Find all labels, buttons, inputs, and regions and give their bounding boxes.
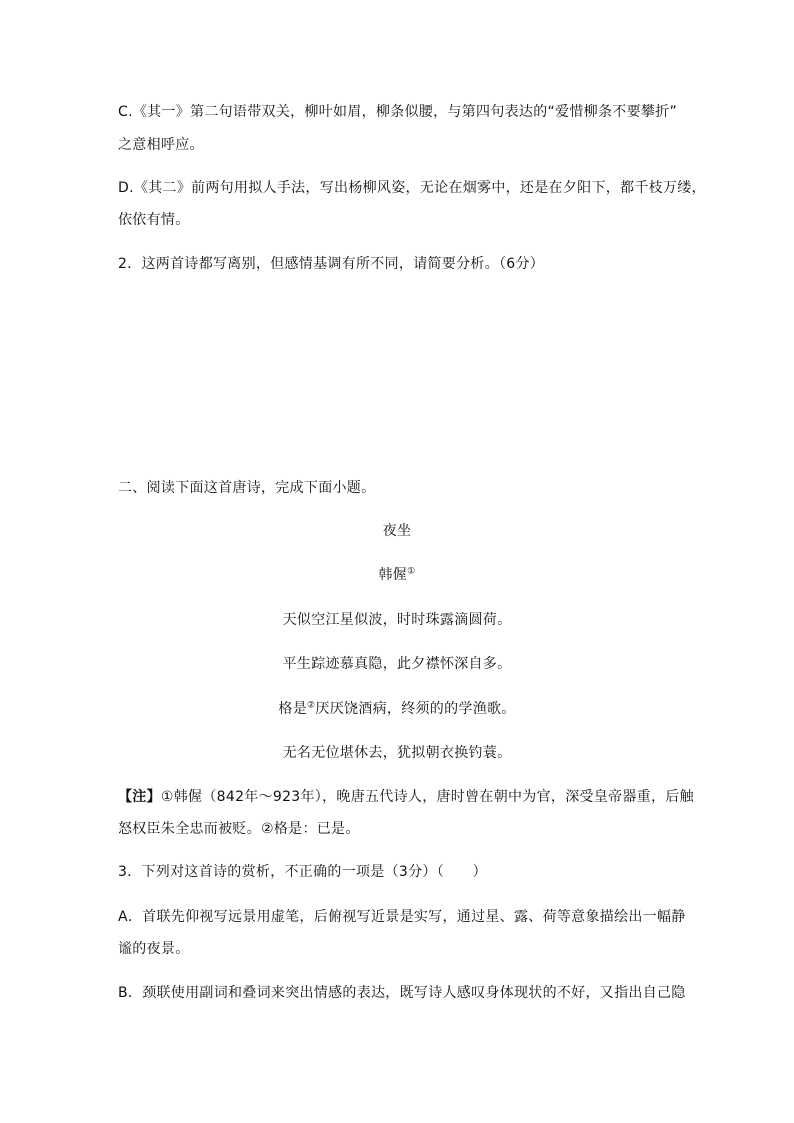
poem-line-4: 无名无位堪休去，犹拟朝衣换钓蓑。 (282, 745, 512, 761)
note-label: 【注】 (118, 789, 161, 805)
poem-line-3 (0, 699, 794, 719)
poem-line-3-rest: 厌厌饶酒病，终须的的学渔歌。 (315, 701, 516, 717)
line-3-note-mark: ② (307, 700, 316, 711)
option-b-line-1: B．颈联使用副词和叠词来突出情感的表达，既写诗人感叹身体现状的不好，又指出自己隐 (118, 985, 686, 1001)
question-3-stem: 3．下列对这首诗的赏析，不正确的一项是（3分）（ ） (118, 864, 487, 880)
option-d-line-1: D.《其二》前两句用拟人手法，写出杨柳风姿，无论在烟雾中，还是在夕阳下，都千枝万缕， (118, 180, 706, 196)
option-c-line-1: C.《其一》第二句语带双关，柳叶如眉，柳条似腰，与第四句表达的“爱惜柳条不要攀折” (118, 104, 678, 120)
poem-title: 夜坐 (382, 523, 412, 539)
option-d-line-2: 依依有情。 (118, 212, 190, 228)
option-a-line-2: 谧的夜景。 (118, 941, 190, 957)
note-line-1 (118, 787, 694, 807)
note-line-2: 怒权臣朱全忠而被贬。②格是：已是。 (118, 821, 360, 837)
poem-author (0, 565, 794, 585)
poem-line-3-prefix: 格是 (278, 701, 308, 717)
note-text-1: ①韩偓（842年～923年），晚唐五代诗人，唐时曾在朝中为官，深受皇帝器重，后触 (160, 789, 694, 805)
poem-line-1: 天似空江星似波，时时珠露滴圆荷。 (282, 612, 512, 628)
poem-line-2: 平生踪迹慕真隐，此夕襟怀深自多。 (282, 656, 512, 672)
author-name: 韩偓 (378, 567, 408, 583)
question-2: 2．这两首诗都写离别，但感情基调有所不同，请简要分析。（6分） (118, 256, 545, 272)
author-note-mark: ① (407, 566, 416, 577)
option-a-line-1: A．首联先仰视写远景用虚笔，后俯视写近景是实写，通过星、露、荷等意象描绘出一幅静 (118, 909, 686, 925)
section-2-heading: 二、阅读下面这首唐诗，完成下面小题。 (118, 480, 376, 496)
option-c-line-2: 之意相呼应。 (118, 137, 204, 153)
